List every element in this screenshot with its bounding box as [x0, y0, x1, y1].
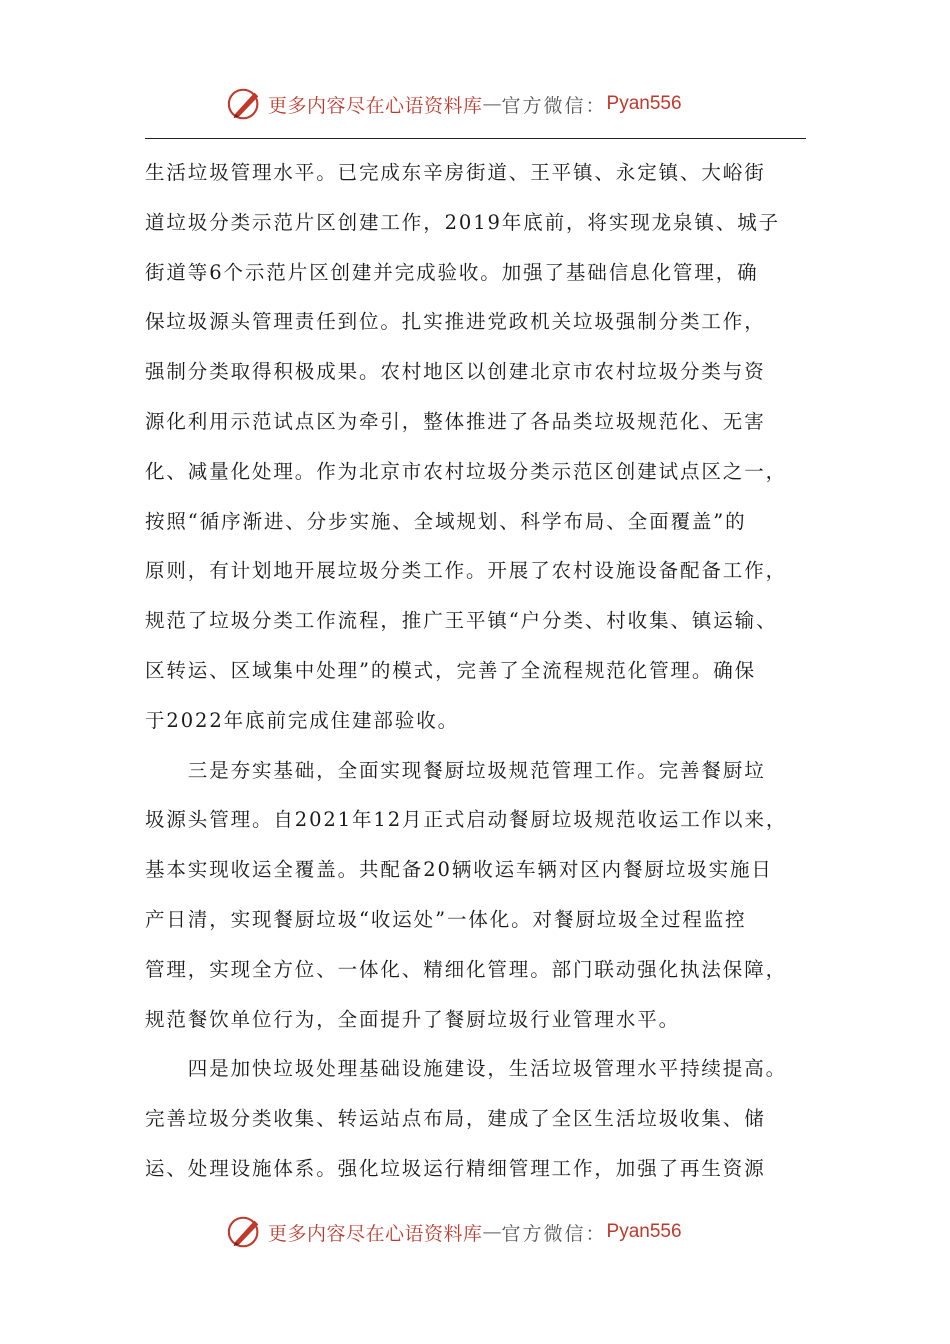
text-line: 三是夯实基础，全面实现餐厨垃圾规范管理工作。完善餐厨垃: [145, 758, 766, 782]
text-line: 规范餐饮单位行为，全面提升了餐厨垃圾行业管理水平。: [145, 1007, 681, 1031]
header-rule: [145, 138, 806, 139]
banner-wechat-label: 官方微信：: [501, 1222, 607, 1245]
text-line: 于2022年底前完成住建部验收。: [145, 708, 460, 732]
text-line: 规范了垃圾分类工作流程，推广王平镇“户分类、村收集、镇运输、: [145, 609, 778, 633]
text-line: 街道等6个示范片区创建并完成验收。加强了基础信息化管理，确: [145, 260, 759, 284]
text-line: 化、减量化处理。作为北京市农村垃圾分类示范区创建试点区之一，: [145, 459, 788, 483]
text-line: 四是加快垃圾处理基础设施建设，生活垃圾管理水平持续提高。: [145, 1057, 788, 1081]
text-line: 产日清，实现餐厨垃圾“收运处”一体化。对餐厨垃圾全过程监控: [145, 907, 747, 931]
footer-banner: [226, 1212, 682, 1252]
text-line: 原则，有计划地开展垃圾分类工作。开展了农村设施设备配备工作，: [145, 559, 788, 583]
text-line: 区转运、区域集中处理”的模式，完善了全流程规范化管理。确保: [145, 658, 757, 682]
banner-wechat-label: 官方微信：: [501, 94, 607, 117]
text-line: 源化利用示范试点区为牵引，整体推进了各品类垃圾规范化、无害: [145, 409, 766, 433]
text-line: 运、处理设施体系。强化垃圾运行精细管理工作，加强了再生资源: [145, 1156, 766, 1180]
pen-logo-icon: [226, 85, 264, 123]
banner-title: 更多内容尽在心语资料库: [268, 94, 483, 117]
text-line: 强制分类取得积极成果。农村地区以创建北京市农村垃圾分类与资: [145, 360, 766, 384]
document-body: [145, 148, 815, 1194]
banner-dash: —: [482, 1221, 502, 1243]
text-line: 保垃圾源头管理责任到位。扎实推进党政机关垃圾强制分类工作，: [145, 310, 766, 334]
banner-wechat-id: Pyan556: [606, 93, 682, 114]
text-line: 按照“循序渐进、分步实施、全域规划、科学布局、全面覆盖”的: [145, 509, 747, 533]
header-banner: [226, 84, 682, 124]
text-line: 基本实现收运全覆盖。共配备20辆收运车辆对区内餐厨垃圾实施日: [145, 858, 773, 882]
text-line: 圾源头管理。自2021年12月正式启动餐厨垃圾规范收运工作以来，: [145, 808, 788, 832]
banner-dash: —: [482, 93, 502, 115]
text-line: 生活垃圾管理水平。已完成东辛房街道、王平镇、永定镇、大峪街: [145, 161, 766, 184]
text-line: 管理，实现全方位、一体化、精细化管理。部门联动强化执法保障，: [145, 957, 788, 981]
pen-logo-icon: [226, 1213, 264, 1251]
text-line: 完善垃圾分类收集、转运站点布局，建成了全区生活垃圾收集、储: [145, 1107, 766, 1131]
banner-wechat-id: Pyan556: [606, 1221, 682, 1242]
text-line: 道垃圾分类示范片区创建工作，2019年底前，将实现龙泉镇、城子: [145, 210, 781, 234]
banner-title: 更多内容尽在心语资料库: [268, 1222, 483, 1245]
